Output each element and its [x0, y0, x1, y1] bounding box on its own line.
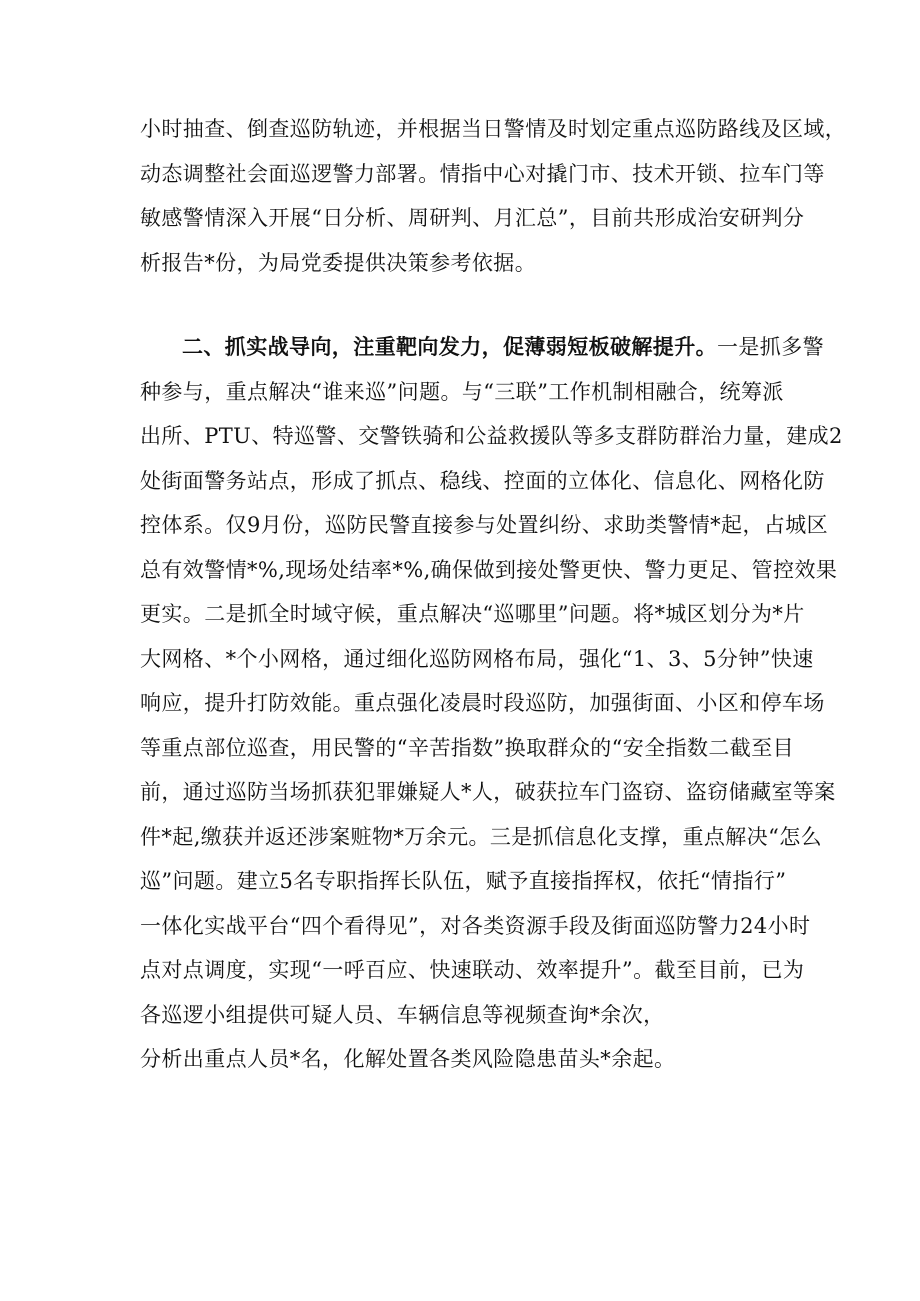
paragraph2-line-17: 分析出重点人员*名，化解处置各类风险隐患苗头*余起。: [140, 1047, 676, 1071]
paragraph2-first-line-rest: 一是抓多警: [717, 335, 824, 359]
paragraph2-line-11: 前，通过巡防当场抓获犯罪嫌疑人*人，破获拉车门盗窃、盗窃储藏室等案: [140, 780, 836, 804]
paragraph2-line-14: 一体化实战平台“四个看得见”，对各类资源手段及街面巡防警力24小时: [140, 914, 811, 938]
section-heading: 二、抓实战导向，注重靶向发力，促薄弱短板破解提升。: [182, 334, 717, 359]
paragraph2-line-2: 种参与，重点解决“谁来巡”问题。与“三联”工作机制相融合，统筹派: [140, 380, 784, 404]
paragraph2-first-line: [182, 334, 824, 359]
paragraph2-line-9: 响应，提升打防效能。重点强化凌晨时段巡防，加强街面、小区和停车场: [140, 691, 825, 715]
paragraph2-line-4: 处街面警务站点，形成了抓点、稳线、控面的立体化、信息化、网格化防: [140, 469, 825, 493]
paragraph2-line-3: 出所、PTU、特巡警、交警铁骑和公益救援队等多支群防群治力量，建成2: [140, 424, 843, 448]
paragraph1-line-4: 析报告*份，为局党委提供决策参考依据。: [140, 251, 537, 275]
paragraph1-line-1: 小时抽查、倒查巡防轨迹，并根据当日警情及时划定重点巡防路线及区域，: [140, 117, 847, 141]
paragraph2-line-5: 控体系。仅9月份，巡防民警直接参与处置纠纷、求助类警情*起，占城区: [140, 513, 829, 537]
paragraph2-line-12: 件*起,缴获并返还涉案赃物*万余元。三是抓信息化支撑，重点解决“怎么: [140, 825, 823, 849]
paragraph2-line-15: 点对点调度，实现“一呼百应、快速联动、效率提升”。截至目前，已为: [140, 958, 805, 982]
paragraph2-line-13: 巡”问题。建立5名专职指挥长队伍，赋予直接指挥权，依托“情指行”: [140, 869, 787, 893]
paragraph1-line-3: 敏感警情深入开展“日分析、周研判、月汇总”，目前共形成治安研判分: [140, 206, 805, 230]
paragraph1-line-2: 动态调整社会面巡逻警力部署。情指中心对撬门市、技术开锁、拉车门等: [140, 162, 825, 186]
paragraph2-line-16: 各巡逻小组提供可疑人员、车辆信息等视频查询*余次，: [140, 1003, 665, 1027]
paragraph2-line-10: 等重点部位巡查，用民警的“辛苦指数”换取群众的“安全指数二截至目: [140, 736, 795, 760]
paragraph2-line-8: 大网格、*个小网格，通过细化巡防网格布局，强化“1、3、5分钟”快速: [140, 647, 814, 671]
paragraph2-line-6: 总有效警情*%,现场处结率*%,确保做到接处警更快、警力更足、管控效果: [140, 558, 838, 582]
paragraph2-line-7: 更实。二是抓全时域守候，重点解决“巡哪里”问题。将*城区划分为*片: [140, 602, 805, 626]
